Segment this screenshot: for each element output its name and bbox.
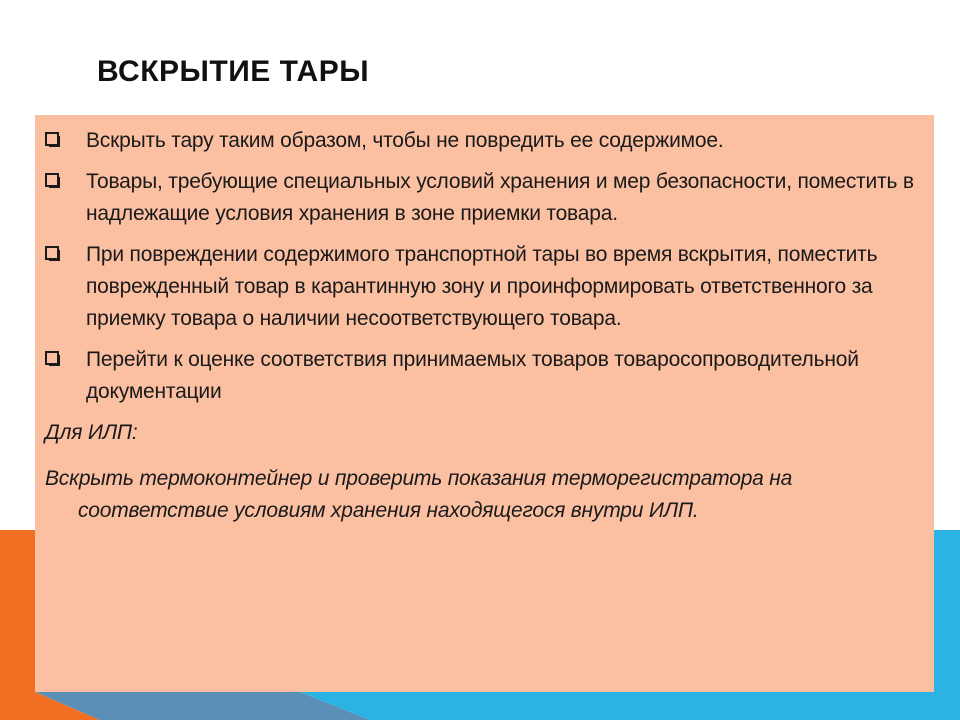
hollow-square-bullet-icon — [45, 246, 65, 258]
slide-title: ВСКРЫТИЕ ТАРЫ — [97, 55, 370, 88]
bullet-text: Товары, требующие специальных условий хранения и мер безопасности, поместить в надлежащие условия хранения в зоне приемки товара. — [86, 170, 914, 225]
content-box — [35, 115, 934, 692]
note-label: Для ИЛП: — [45, 421, 138, 444]
bullet-text: Перейти к оценке соответствия принимаемых товаров товаросопроводительной документации — [86, 348, 859, 403]
note-text-line-1: Вскрыть термоконтейнер и проверить показания терморегистратора на — [45, 467, 793, 490]
bullet-item — [45, 125, 922, 157]
bullet-text: При повреждении содержимого транспортной тары во время вскрытия, поместить поврежденный товар в карантинную зону и проинформировать ответственного за приемку товара о наличии несоответствующего товара. — [86, 243, 878, 330]
bullet-text: Вскрыть тару таким образом, чтобы не повредить ее содержимое. — [86, 129, 724, 152]
note-text — [45, 463, 922, 527]
hollow-square-bullet-icon — [45, 132, 65, 144]
bullet-item — [45, 344, 922, 408]
hollow-square-bullet-icon — [45, 173, 65, 185]
bullet-item — [45, 166, 922, 230]
bullet-list — [45, 125, 922, 408]
bullet-item — [45, 239, 922, 335]
hollow-square-bullet-icon — [45, 351, 65, 363]
note-text-line-2: соответствие условиям хранения находящегося внутри ИЛП. — [78, 499, 699, 522]
